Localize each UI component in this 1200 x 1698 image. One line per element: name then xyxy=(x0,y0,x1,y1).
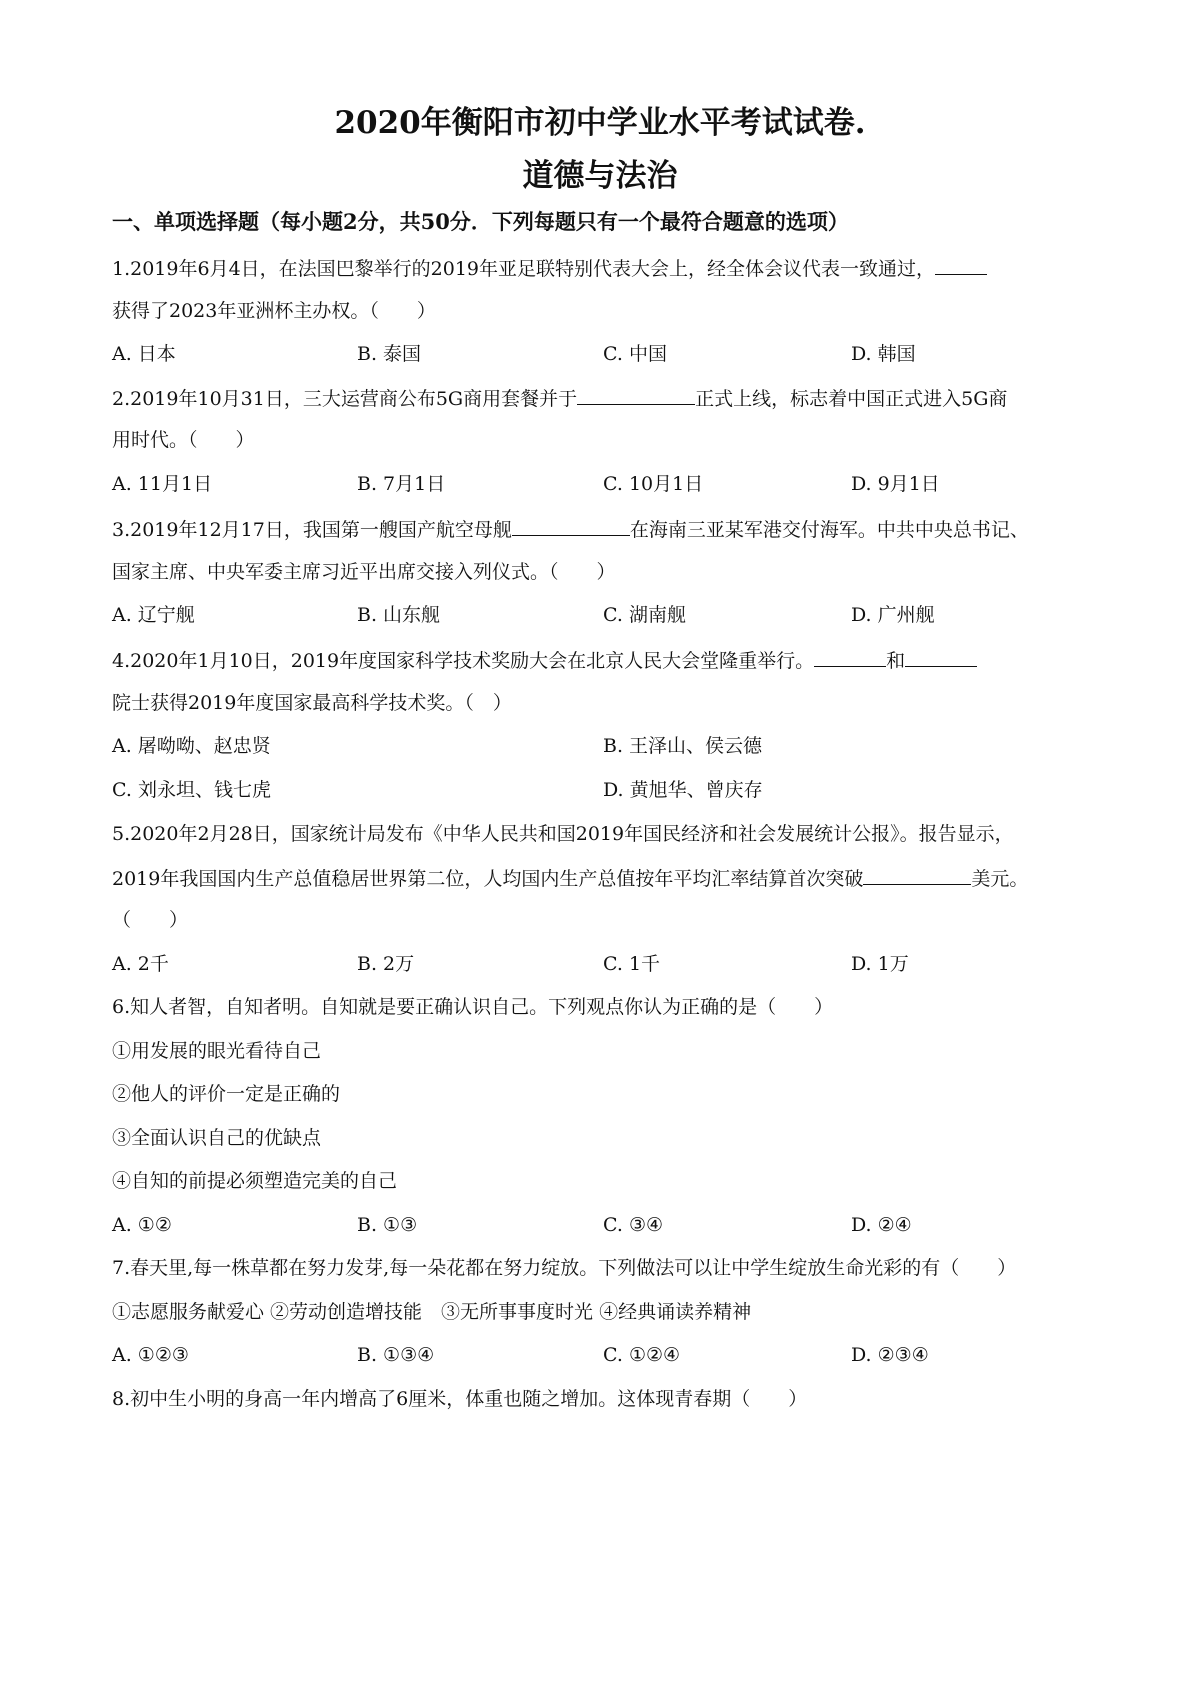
answer-blank xyxy=(512,515,630,536)
question-3-stem-cont: 国家主席、中央军委主席习近平出席交接入列仪式。（ ） xyxy=(112,561,616,583)
question-6-statement-2: ②他人的评价一定是正确的 xyxy=(112,1083,341,1105)
question-3-option-b: B. 山东舰 xyxy=(357,604,441,626)
question-2-option-a: A. 11月1日 xyxy=(112,473,213,495)
question-5-option-a: A. 2千 xyxy=(112,953,169,975)
question-5-option-d: D. 1万 xyxy=(851,953,909,975)
question-4-option-d: D. 黄旭华、曾庆存 xyxy=(603,779,763,801)
section-heading: 一、单项选择题（每小题2分，共50分．下列每题只有一个最符合题意的选项） xyxy=(112,209,849,234)
question-2-option-c: C. 10月1日 xyxy=(603,473,704,495)
answer-blank xyxy=(863,864,971,885)
question-7-option-c: C. ①②④ xyxy=(603,1344,681,1366)
answer-blank xyxy=(814,646,886,667)
exam-title: 2020年衡阳市初中学业水平考试试卷. xyxy=(334,105,866,141)
question-3-option-c: C. 湖南舰 xyxy=(603,604,686,626)
question-1-stem-cont: 获得了2023年亚洲杯主办权。（ ） xyxy=(112,300,436,322)
question-5-paren: （ ） xyxy=(112,909,189,931)
question-1-text: 1.2019年6月4日，在法国巴黎举行的2019年亚足联特别代表大会上，经全体会议代表一致通过， xyxy=(112,258,936,280)
answer-blank xyxy=(905,646,977,667)
question-7-option-b: B. ①③④ xyxy=(357,1344,435,1366)
question-2-text-b: 正式上线，标志着中国正式进入5G商 xyxy=(695,388,1008,410)
question-4-option-b: B. 王泽山、侯云德 xyxy=(603,735,763,757)
question-5-stem-cont xyxy=(112,864,1102,893)
question-8-stem: 8.初中生小明的身高一年内增高了6厘米，体重也随之增加。这体现青春期（ ） xyxy=(112,1388,808,1410)
question-6-stem: 6.知人者智，自知者明。自知就是要正确认识自己。下列观点你认为正确的是（ ） xyxy=(112,996,834,1018)
question-3-text-b: 在海南三亚某军港交付海军。中共中央总书记、 xyxy=(629,519,1029,541)
question-3-option-d: D. 广州舰 xyxy=(851,604,935,626)
question-5-option-b: B. 2万 xyxy=(357,953,415,975)
question-5-stem: 5.2020年2月28日，国家统计局发布《中华人民共和国2019年国民经济和社会发展统计公报》。报告显示， xyxy=(112,823,1014,845)
question-7-option-a: A. ①②③ xyxy=(112,1344,189,1366)
question-5-option-c: C. 1千 xyxy=(603,953,661,975)
question-4-option-c: C. 刘永坦、钱七虎 xyxy=(112,779,271,801)
question-1-option-b: B. 泰国 xyxy=(357,343,422,365)
question-6-statement-3: ③全面认识自己的优缺点 xyxy=(112,1127,322,1149)
question-6-option-c: C. ③④ xyxy=(603,1214,664,1236)
question-4-text-b: 和 xyxy=(886,650,906,672)
question-7-stem: 7.春天里,每一株草都在努力发芽,每一朵花都在努力绽放。下列做法可以让中学生绽放生命光彩的有（ ） xyxy=(112,1257,1017,1279)
question-6-statement-1: ①用发展的眼光看待自己 xyxy=(112,1040,322,1062)
exam-subject: 道德与法治 xyxy=(522,158,678,194)
question-6-option-b: B. ①③ xyxy=(357,1214,418,1236)
answer-blank xyxy=(577,384,695,405)
question-4-text-a: 4.2020年1月10日，2019年度国家科学技术奖励大会在北京人民大会堂隆重举行。 xyxy=(112,650,815,672)
answer-blank xyxy=(935,254,987,275)
question-2-option-b: B. 7月1日 xyxy=(357,473,446,495)
question-2-stem xyxy=(112,384,1102,413)
question-6-option-d: D. ②④ xyxy=(851,1214,912,1236)
question-6-option-a: A. ①② xyxy=(112,1214,172,1236)
question-1-option-a: A. 日本 xyxy=(112,343,176,365)
question-2-stem-cont: 用时代。（ ） xyxy=(112,429,255,451)
question-3-option-a: A. 辽宁舰 xyxy=(112,604,195,626)
question-5-text-a: 2019年我国国内生产总值稳居世界第二位，人均国内生产总值按年平均汇率结算首次突破 xyxy=(112,868,864,890)
question-4-stem-cont: 院士获得2019年度国家最高科学技术奖。（ ） xyxy=(112,692,512,714)
question-2-option-d: D. 9月1日 xyxy=(851,473,940,495)
question-3-text-a: 3.2019年12月17日，我国第一艘国产航空母舰 xyxy=(112,519,512,541)
question-1-stem xyxy=(112,254,1102,283)
question-4-stem xyxy=(112,646,1102,675)
question-2-text-a: 2.2019年10月31日，三大运营商公布5G商用套餐并于 xyxy=(112,388,578,410)
question-1-option-c: C. 中国 xyxy=(603,343,667,365)
question-1-option-d: D. 韩国 xyxy=(851,343,916,365)
question-7-statements: ①志愿服务献爱心 ②劳动创造增技能 ③无所事事度时光 ④经典诵读养精神 xyxy=(112,1301,752,1323)
question-6-statement-4: ④自知的前提必须塑造完美的自己 xyxy=(112,1170,398,1192)
question-3-stem xyxy=(112,515,1102,544)
question-5-text-b: 美元。 xyxy=(971,868,1029,890)
question-7-option-d: D. ②③④ xyxy=(851,1344,929,1366)
question-4-option-a: A. 屠呦呦、赵忠贤 xyxy=(112,735,271,757)
